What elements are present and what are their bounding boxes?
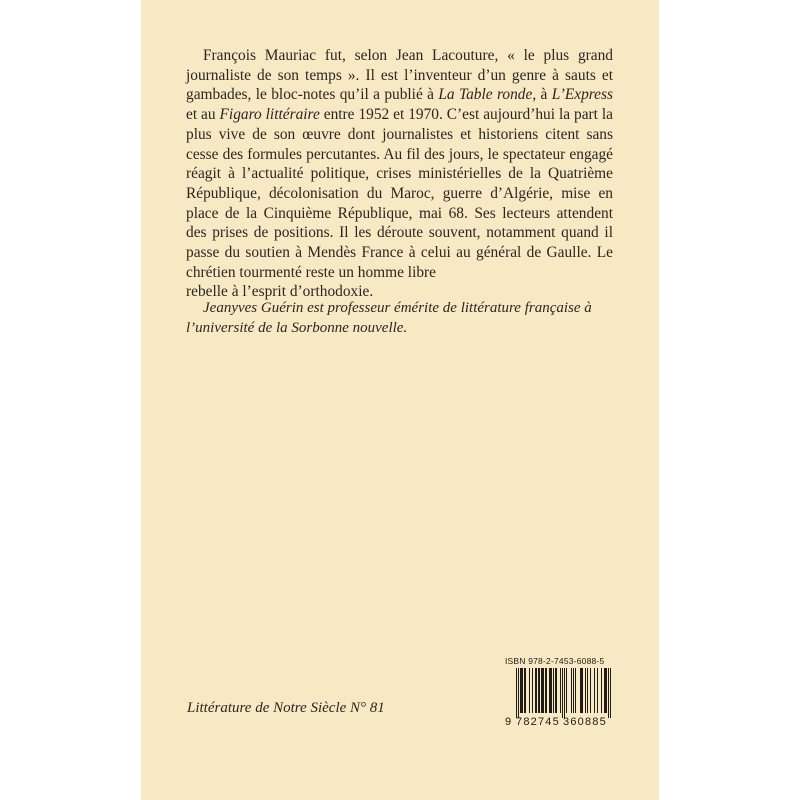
barcode-bar	[532, 668, 533, 713]
barcode-bar	[542, 668, 543, 713]
barcode-bar	[606, 668, 607, 713]
blurb-text-1: François Mauriac fut, selon Jean Lacouture, « le plus grand journaliste de son temps ». Il est l’inventeur d’un genre à sauts et gambades, le bloc-notes qu’il a publié à	[186, 47, 613, 104]
barcode-bar	[555, 668, 556, 713]
barcode-bar	[580, 668, 581, 713]
barcode-bar	[538, 668, 539, 713]
barcode-bar	[551, 668, 552, 713]
barcode-bar	[573, 668, 574, 713]
barcode-bar	[610, 668, 611, 718]
barcode-bar	[550, 668, 551, 713]
blurb-text-2: , à	[532, 86, 552, 104]
barcode-bar	[539, 668, 540, 713]
back-cover-blurb	[186, 46, 613, 302]
barcode-bar	[536, 668, 537, 713]
barcode-bar	[546, 668, 547, 713]
barcode-bar	[585, 668, 586, 713]
blurb-title-la-table-ronde: La Table ronde	[438, 86, 533, 104]
barcode-bar	[601, 668, 602, 713]
barcode-bar	[545, 668, 546, 713]
barcode-bar	[521, 668, 522, 713]
barcode-bar	[524, 668, 525, 713]
ean-left-digits: 782745	[516, 716, 560, 728]
barcode-bar	[518, 668, 519, 718]
barcode-bar	[549, 668, 550, 713]
blurb-title-lexpress: L’Express	[551, 86, 613, 104]
blurb-text-3: et au	[186, 106, 220, 124]
barcode-bar	[594, 668, 595, 713]
barcode-bar	[535, 668, 536, 713]
barcode-bar	[520, 668, 521, 713]
barcode-bar	[590, 668, 591, 713]
barcode-bar	[562, 668, 563, 718]
series-label: Littérature de Notre Siècle N° 81	[187, 700, 385, 716]
ean-first-digit: 9	[505, 716, 512, 728]
barcode-bar	[564, 668, 565, 718]
isbn-number: ISBN 978-2-7453-6088-5	[505, 656, 605, 666]
barcode-bar	[522, 668, 523, 713]
barcode-bar	[525, 668, 526, 713]
barcode-bar	[566, 668, 567, 713]
barcode-bars	[505, 668, 613, 718]
ean-right-digits: 360885	[563, 716, 607, 728]
blurb-text-5: rebelle à l’esprit d’orthodoxie.	[186, 283, 374, 301]
barcode-bar	[605, 668, 606, 713]
barcode-bar	[556, 668, 557, 713]
barcode-bar	[587, 668, 588, 713]
blurb-text-4: entre 1952 et 1970. C’est aujourd’hui la part la plus vive de son œuvre dont journalistes et historiens citent sans cesse des formules percutantes. Au fil des jours, le spectateur engagé réagit à l’actualité politique, crises ministérielles de la Quatrième République, décolonisation du Maroc, guerre d’Algérie, mise en place de la Cinquième République, mai 68. Ses lecteurs attendent des prises de positions. Il les déroute souvent, notamment quand il passe du soutien à Mendès France à celui au général de Gaulle. Le chrétien tourmenté reste un homme libre	[186, 106, 613, 281]
barcode-bar	[516, 668, 517, 718]
barcode-bar	[582, 668, 583, 713]
blurb-title-figaro-litteraire: Figaro littéraire	[219, 106, 320, 124]
barcode-bar	[597, 668, 598, 713]
isbn-barcode	[505, 656, 613, 730]
barcode-bar	[541, 668, 542, 713]
barcode-bar	[529, 668, 530, 713]
barcode-bar	[560, 668, 561, 713]
barcode-bar	[575, 668, 576, 713]
barcode-bar	[553, 668, 554, 713]
barcode-bar	[608, 668, 609, 718]
barcode-bar	[543, 668, 544, 713]
barcode-bar	[581, 668, 582, 713]
barcode-bar	[571, 668, 572, 713]
author-bio: Jeanyves Guérin est professeur émérite de littérature française à l’université de la Sorbonne nouvelle.	[186, 300, 592, 336]
barcode-bar	[604, 668, 605, 713]
